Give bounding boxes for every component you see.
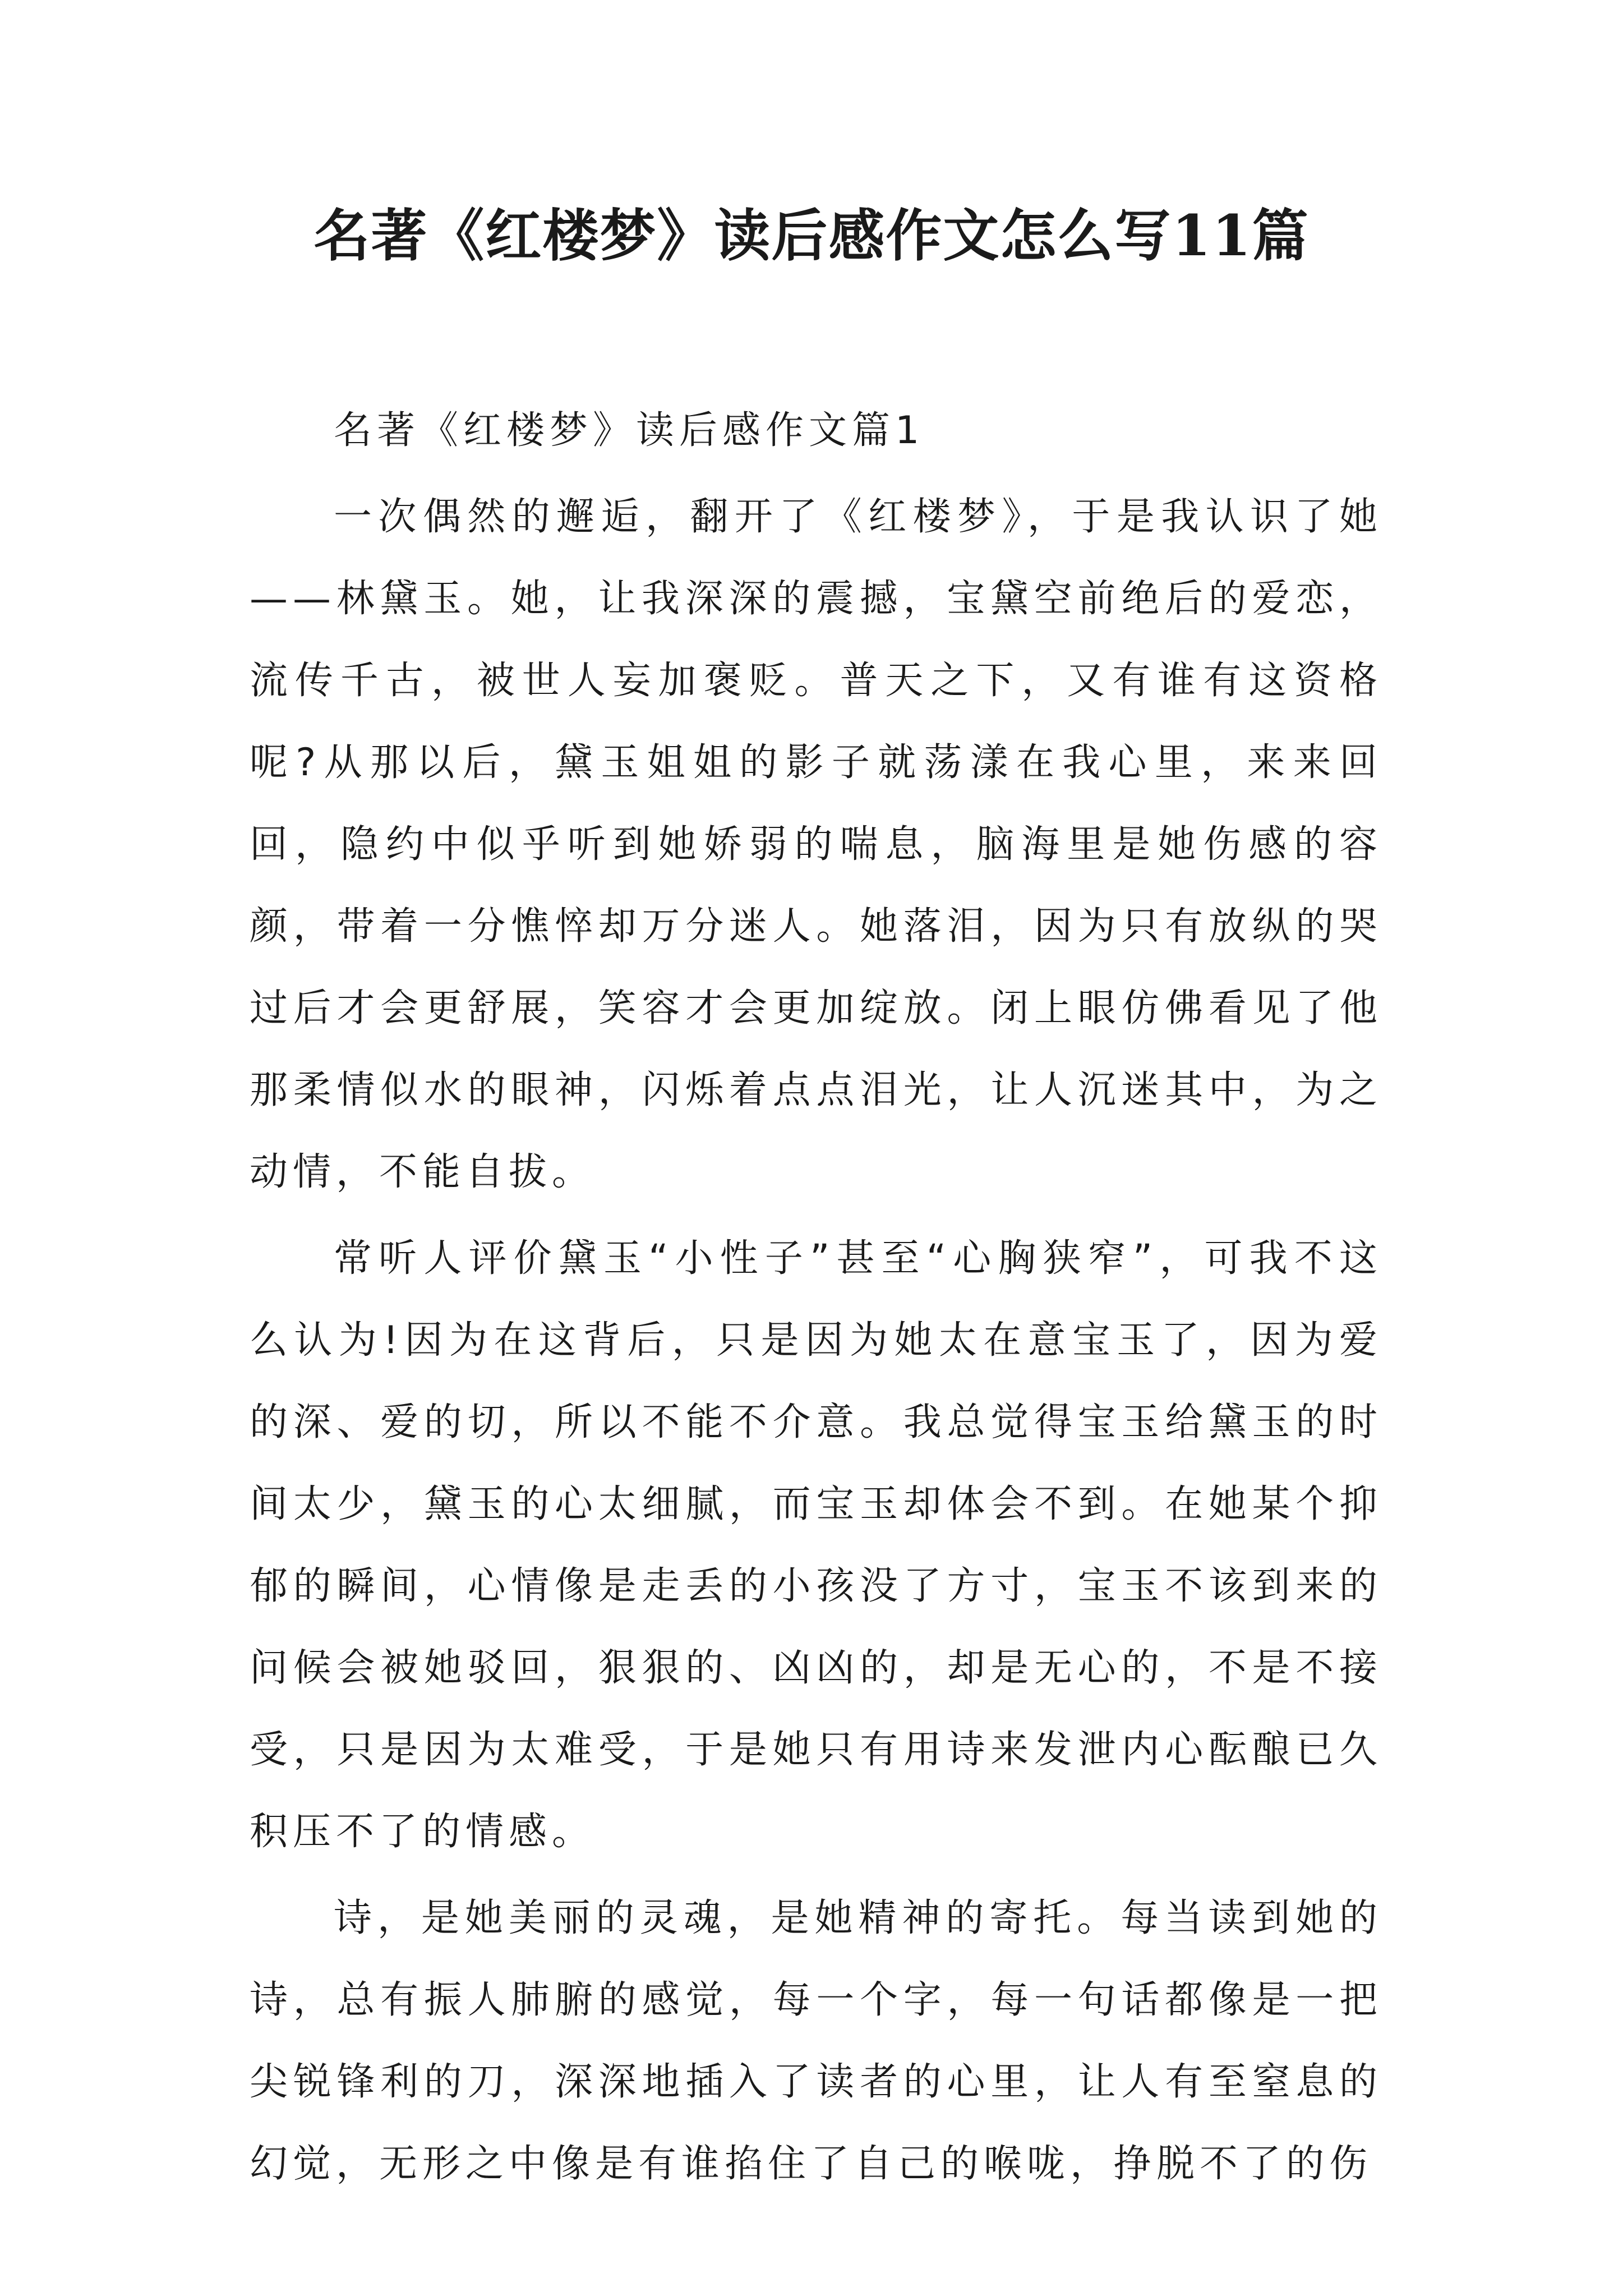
document-title: 名著《红楼梦》读后感作文怎么写11篇 (313, 203, 1310, 269)
section-heading: 名著《红楼梦》读后感作文篇1 (334, 408, 925, 453)
paragraph: 诗，是她美丽的灵魂，是她精神的寄托。每当读到她的诗，总有振人肺腑的感觉，每一个字，每一句话都像是一把尖锐锋利的刀，深深地插入了读者的心里，让人有至窒息的幻觉，无形之中像是有谁掐住了自己的喉咙，挣脱不了的伤 (250, 1896, 1382, 2186)
paragraph: 一次偶然的邂逅，翻开了《红楼梦》，于是我认识了她——林黛玉。她，让我深深的震撼，宝黛空前绝后的爱恋，流传千古，被世人妄加褒贬。普天之下，又有谁有这资格呢?从那以后，黛玉姐姐的影子就荡漾在我心里，来来回回，隐约中似乎听到她娇弱的喘息，脑海里是她伤感的容颜，带着一分憔悴却万分迷人。她落泪，因为只有放纵的哭过后才会更舒展，笑容才会更加绽放。闭上眼仿佛看见了他那柔情似水的眼神，闪烁着点点泪光，让人沉迷其中，为之动情，不能自拔。 (250, 495, 1382, 1194)
document-body (250, 390, 1382, 2210)
paragraph: 常听人评价黛玉“小性子”甚至“心胸狭窄”，可我不这么认为!因为在这背后，只是因为她太在意宝玉了，因为爱的深、爱的切，所以不能不介意。我总觉得宝玉给黛玉的时间太少，黛玉的心太细腻，而宝玉却体会不到。在她某个抑郁的瞬间，心情像是走丢的小孩没了方寸，宝玉不该到来的问候会被她驳回，狠狠的、凶凶的，却是无心的，不是不接受，只是因为太难受，于是她只有用诗来发泄内心酝酿已久积压不了的情感。 (250, 1236, 1382, 1854)
